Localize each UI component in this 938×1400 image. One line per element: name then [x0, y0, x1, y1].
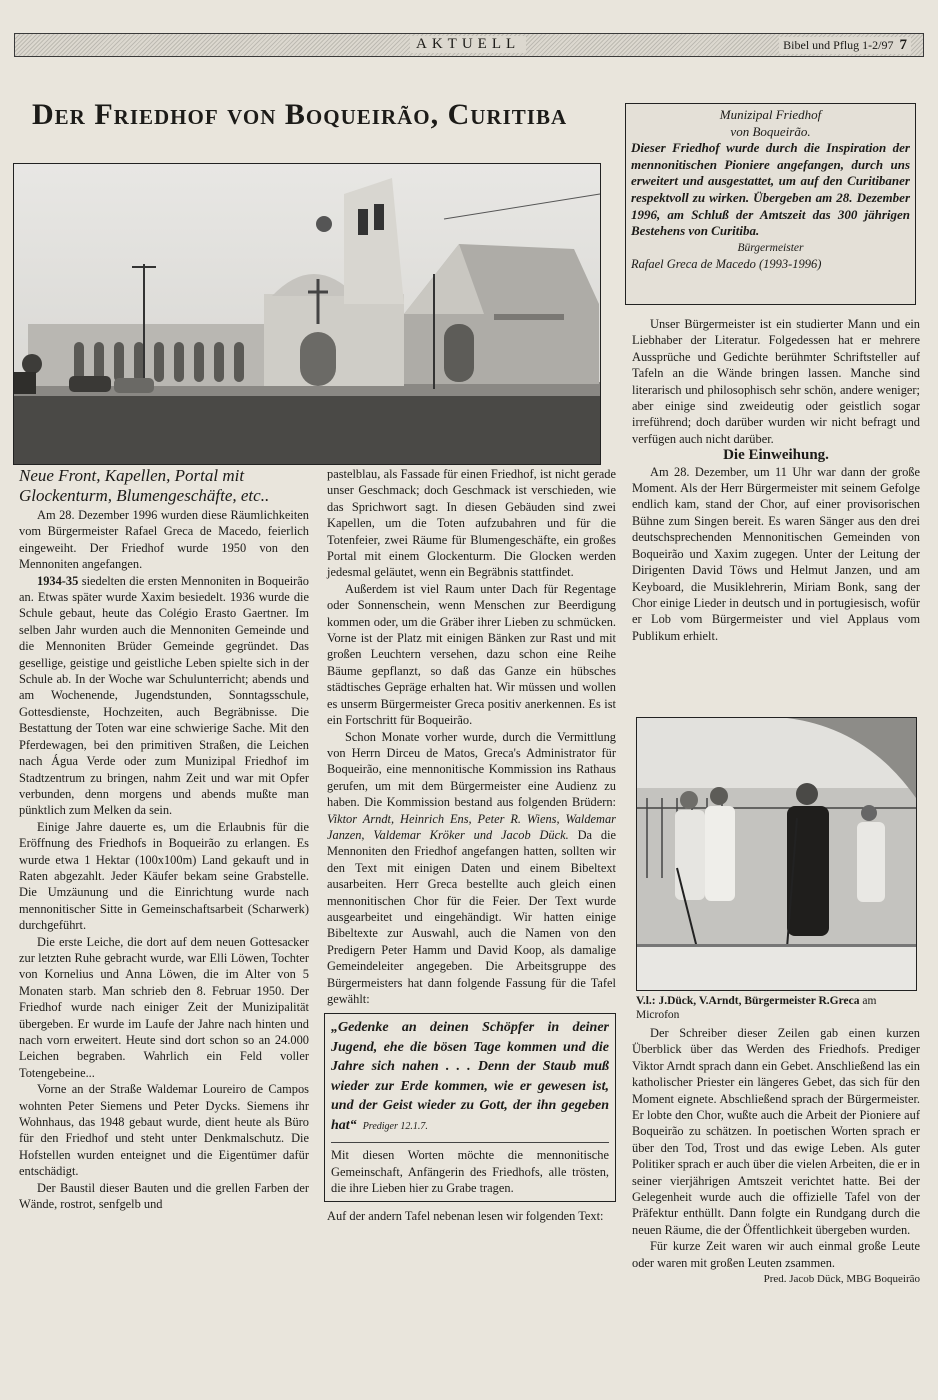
column-2: [327, 466, 616, 1224]
paragraph: Unser Bürgermeister ist ein studierter Mann und ein Liebhaber der Literatur. Folgedessen hat er mehrere Aussprüche und Gedichte berühmter Schriftsteller auf Tafeln an die Wände bringen lassen. Manche sind literarisch und philosophisch sehr schön, andere weniger; aber einige sind zweideutig oder geistlich sogar irreführend; doch darüber wurden wir nicht befragt und verfügen auch nicht darüber.: [632, 317, 920, 446]
paragraph: Auf der andern Tafel nebenan lesen wir folgenden Text:: [327, 1208, 604, 1223]
author-signature: Pred. Jacob Dück, MBG Boqueirão: [763, 1273, 920, 1286]
paragraph: Die erste Leiche, die dort auf dem neuen Gottesacker zur letzten Ruhe gebracht wurde, war Elli Löwen, Tochter von Kornelius und Anna Löwen, die im Alter von 5 Monaten starb. Man schrieb den 8. Februar 1950. Der Friedhof wurde nach einiger Zeit der Munizipalität übergeben. Er wurde im Laufe der Jahre nach hinten und nach vorn erweitert. Heute sind dort schon so an 24.000 Leichen begraben. Wahrlich ein Feld voller Totengebeine...: [19, 934, 309, 1080]
quote-divider: [331, 1142, 609, 1143]
section-kicker: AKTUELL: [410, 36, 526, 53]
box-role: Bürgermeister: [737, 241, 804, 254]
box-name: Rafael Greca de Macedo (1993-1996): [631, 257, 822, 272]
caption-names: V.l.: J.Dück, V.Arndt, Bürgermeister R.Greca: [636, 995, 860, 1007]
memorial-plaque-box: [625, 103, 916, 305]
paragraph: [632, 1238, 920, 1286]
cemetery-photo-image: [14, 164, 600, 464]
paragraph: Vorne an der Straße Waldemar Loureiro de Campos wohnten Peter Siemens und Peter Dycks. Siemens ihr Wohnhaus, das 1948 gebaut wurde, dient heute als Büro für den Friedhof und steht unter Denkmalschutz. Die Hofstellen wurden enteignet und die Eigentümer dafür entschädigt.: [19, 1082, 309, 1179]
photo-caption: [636, 994, 918, 1022]
paragraph-text: siedelten die ersten Mennoniten in Boqueirão an. Etwas später wurde Xaxim besiedelt. 1936 wurde die Schule gebaut, heute das Colégio Erasto Gaertner. Im selben Jahr wurden auch die Mennoniten Gemeinde und die Mennoniten Brüder Gemeinde gegründet. Das gesellige, geistige und geistliche Leben spielte sich in der Schule ab. In der Woche war Schulunterricht; abends und am Wochenende, Jugendstunden, Sonntagsschule, Gottesdienste, Hochzeiten, auch Begräbnisse. Die Bestattung der Toten war eine schwierige Sache. Mit den Pferdewagen, bei den primitiven Straßen, die Leichen nach Água Verde oder zum Munizipal Friedhof im Stadtzentrum zu bringen, nahm Zeit und war mit Opfer verbunden, denn morgens und abends mußte man pünktlich zum Melken da sein.: [19, 573, 309, 818]
section-heading: Die Einweihung.: [723, 447, 829, 464]
column-1: [19, 507, 309, 1212]
issue-label: Bibel und Pflug 1-2/97: [783, 38, 894, 52]
quote-dedication: Mit diesen Worten möchte die mennonitische Gemeinschaft, Anfängerin des Friedhofs, alle trösten, die ihre Lieben hier zu Grabe tragen.: [331, 1148, 609, 1196]
column-3-top: [632, 316, 920, 644]
paragraph: [327, 729, 616, 1008]
paragraph: Einige Jahre dauerte es, um die Erlaubnis für die Eröffnung des Friedhofs in Boqueirão zu erlangen. Es wurde etwa 1 Hektar (100x100m) Land gekauft und in Raten abgezahlt. Jeder Käufer bekam seine Grabstelle. Die Umzäunung und die Einrichtung wurde nach mennonitischer Sitte in Gemeinschaftsarbeit (Scharwerk) durchgeführt.: [19, 819, 309, 933]
paragraph: [19, 573, 309, 819]
inauguration-photo-image: [637, 718, 916, 990]
column-3-bottom: [632, 1025, 920, 1288]
cemetery-photo: [13, 163, 601, 465]
issue-info: [779, 37, 911, 54]
quote-text: „Gedenke an deinen Schöpfer in deiner Jugend, ehe die bösen Tage kommen und die Jahre sich nahen . . . Denn der Staub muß wieder zur Erde kommen, wie er gewesen ist, und der Geist wieder zu Gott, der ihn gegeben hat“: [331, 1020, 609, 1133]
paragraph: Außerdem ist viel Raum unter Dach für Regentage oder Sonnenschein, wenn Menschen zur Beerdigung kommen oder, um die Gräber ihrer Lieben zu schmücken. Vorne ist der Platz mit einigen Bänken zur Rast und mit großen Leuchtern versehen, dazu schon eine Reihe Bäume gepflanzt, so daß das Ganze ein hübsches städtisches Gepräge erhalten hat. Wir müssen und wollen es unserm Bürgermeister Greca positiv anerkennen. Es ist ein Fortschritt für Boqueirão.: [327, 581, 616, 728]
box-body: Dieser Friedhof wurde durch die Inspiration der mennonitischen Pioniere angefangen, durch uns erweitert und ausgestattet, um auf den Curitibaner respektvoll zu wirken. Übergeben am 28. Dezember 1996, am Schluß der Amtszeit das 300 jährigen Bestehens von Curitiba.: [631, 140, 910, 239]
paragraph: Am 28. Dezember, um 11 Uhr war dann der große Moment. Als der Herr Bürgermeister mit seinem Gefolge endlich kam, stand der Chor, auf einer provisorischen Bühne zum Singen bereit. Es waren Sänger aus den drei deutschsprechenden Mennonitischen Gemeinden von Boqueirão und Xaxim zugegen. Unter der Leitung der Dirigenten David Töws und Helmut Janzen, und am Keyboard, die Musiklehrerin, Miriam Bonk, sang der Chor einige Lieder in deutsch und in portugiesisch, wofür er Lob vom Bürgermeister und viel Applaus vom Publikum erhielt.: [632, 464, 920, 643]
bible-quote: [331, 1018, 609, 1136]
paragraph: Der Baustil dieser Bauten und die grellen Farben der Wände, rostrot, senfgelb und: [19, 1180, 309, 1212]
plaque-quote-box: [324, 1013, 616, 1201]
inauguration-photo: [636, 717, 917, 991]
paragraph: Am 28. Dezember 1996 wurden diese Räumlichkeiten vom Bürgermeister Rafael Greca de Macedo, feierlich eingeweiht. Der Friedhof wurde 1950 von den Mennoniten angefangen.: [19, 508, 309, 572]
caption-rest: am Microfon: [636, 995, 877, 1021]
paragraph-text: Da die Mennoniten den Friedhof angefangen hatten, sollten wir den Text mit einigen Daten und einem Bibeltext ausarbeiten. Herr Greca bestellte auch gleich einen mennonitischen Chor für die Feier. Der Text wurde ausgearbeitet und eingehändigt. Wir hatten einige Bibeltexte zur Auswahl, auch die Namen von den Predigern Peter Hamm und David Koop, als damalige Gemeindeleiter angegeben. Die Arbeitsgruppe des Bürgermeisters hat dann folgende Fassung für die Tafel gewählt:: [327, 827, 617, 1006]
article-subtitle: Neue Front, Kapellen, Portal mit Glockenturm, Blumengeschäfte, etc..: [19, 466, 270, 505]
box-line-1: Munizipal Friedhof: [719, 107, 822, 122]
page-number: 7: [899, 37, 907, 53]
section-header: [14, 33, 924, 57]
year-bold: 1934-35: [37, 573, 79, 588]
paragraph: Der Schreiber dieser Zeilen gab einen kurzen Überblick über das Werden des Friedhofs. Prediger Viktor Arndt sprach dann ein Gebet. Anschließend las ein katholischer Priester ein längeres Gebet, das sich für den Moment eignete. Abschließend sprach der Bürgermeister. Er lobte den Chor, wußte auch die Arbeit der Pioniere auf Boqueirão zu schätzen. In poetischen Worten sprach er über den Tod, Trost und das ewige Leben. Als guter Politiker sprach er auch über die vielen Arbeiten, die er in seiner vierjährigen Amtszeit verichtet hatte. Bei der Gelegenheit wurde auch die offizielle Tafel von der Präfektur enthüllt. Dann folgte ein Rundgang durch die neuen Räume, die der Öffentlichkeit übergeben wurden.: [632, 1026, 920, 1237]
paragraph-text: Für kurze Zeit waren wir auch einmal große Leute oder waren mit großen Leuten zsammen.: [632, 1239, 920, 1270]
article-title: Der Friedhof von Boqueirão, Curitiba: [32, 98, 568, 131]
quote-reference: Prediger 12.1.7.: [362, 1120, 428, 1132]
box-line-2: von Boqueirão.: [730, 123, 811, 139]
paragraph: pastelblau, als Fassade für einen Friedhof, ist nicht gerade unser Geschmack; doch Geschmack ist verschieden, wie das Sprichwort sagt. In diesen Gebäuden sind zwei Kapellen, um die Toten aufzubahren und für die Totenfeier, zwei Räume für Blumengeschäfte, ein großes Portal mit einem Glockenturm. Die Glocken werden jedesmal geläutet, wenn ein Begräbnis stattfindet.: [327, 467, 616, 580]
paragraph-text: Schon Monate vorher wurde, durch die Vermittlung von Herrn Dirceu de Matos, Greca's Administrator für Boqueirão, eine mennonitische Kommission ins Rathaus gerufen, um mit dem Bürgermeister eine Audienz zu haben. Die Kommission bestand aus folgenden Brüdern:: [327, 729, 616, 810]
commission-names: Viktor Arndt, Heinrich Ens, Peter R. Wiens, Waldemar Janzen, Valdemar Kröker und Jacob Dück.: [327, 811, 616, 842]
